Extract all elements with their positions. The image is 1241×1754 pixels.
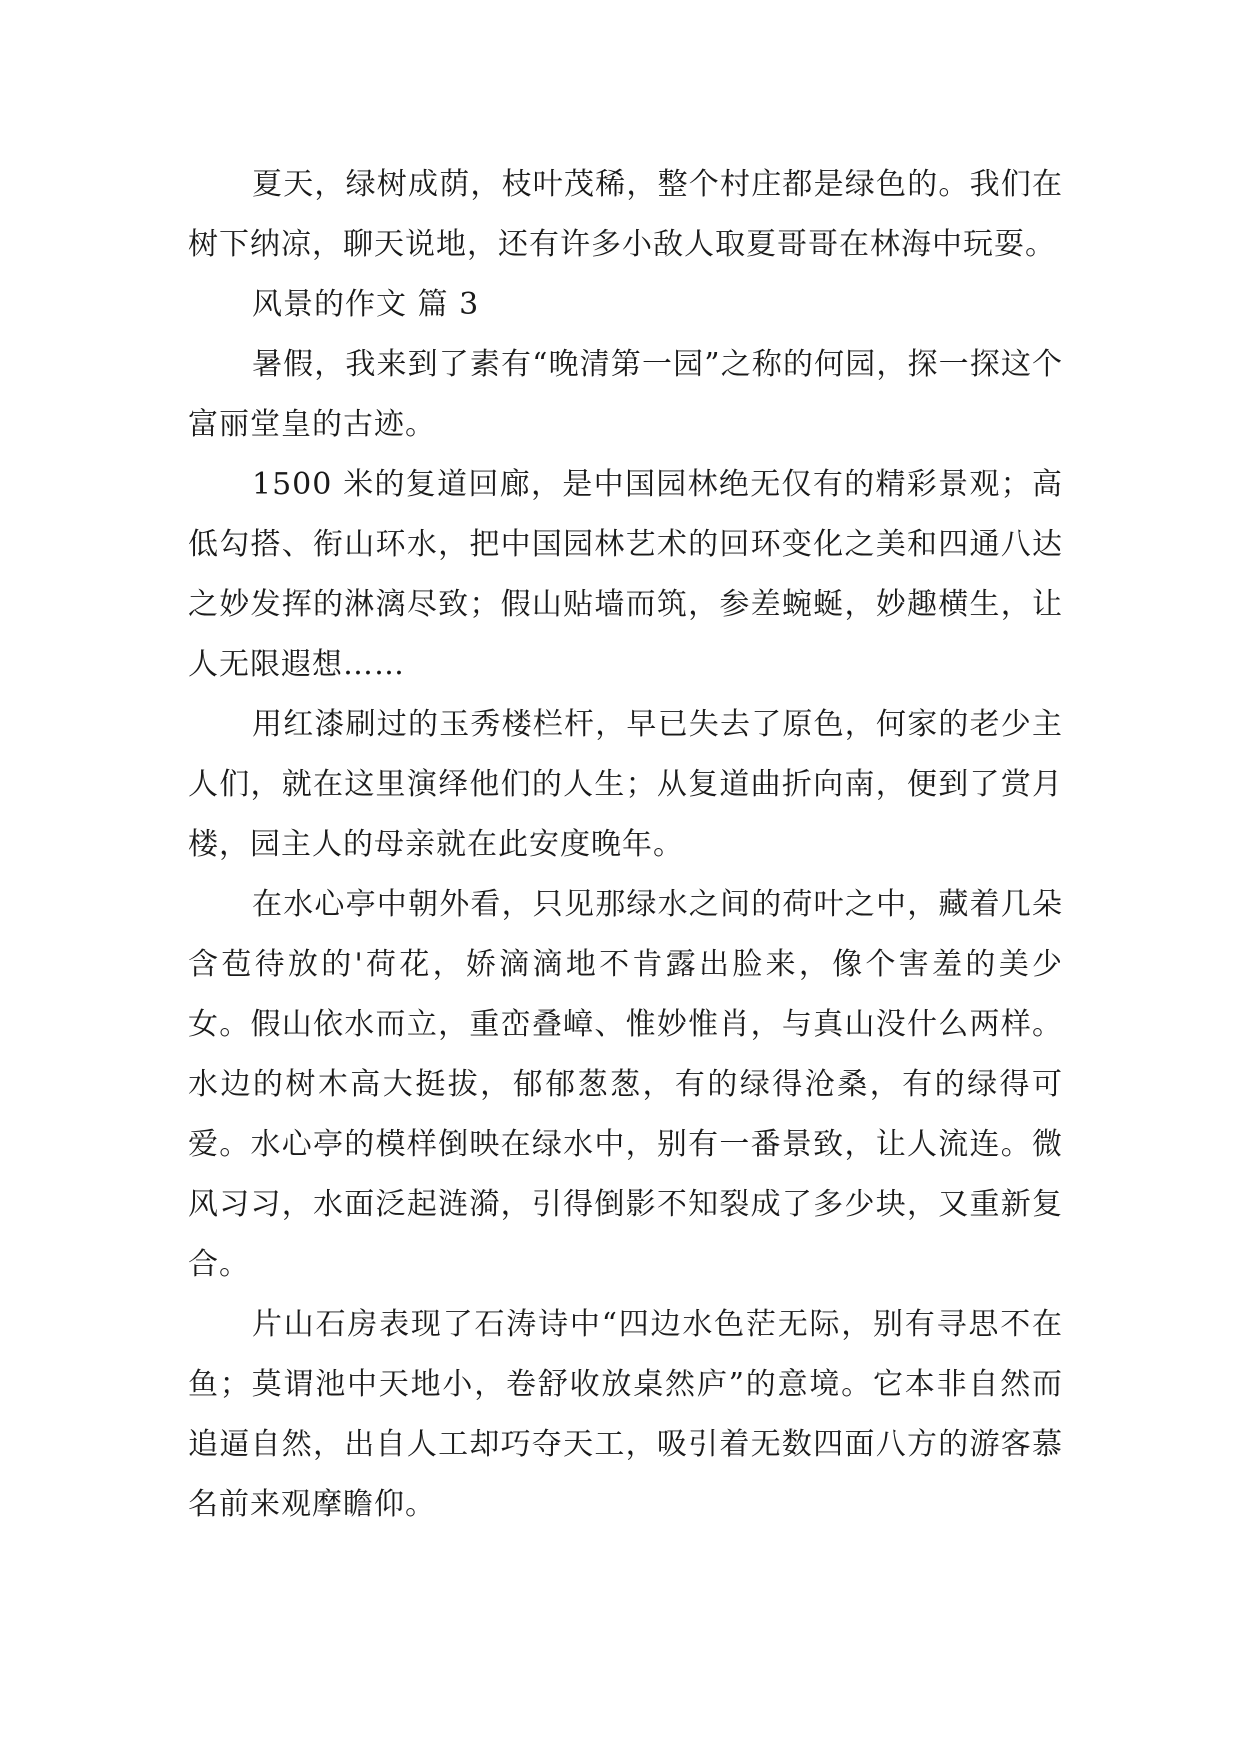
paragraph-water-pavilion: 在水心亭中朝外看，只见那绿水之间的荷叶之中，藏着几朵含苞待放的'荷花，娇滴滴地不肯露出脸来，像个害羞的美少女。假山依水而立，重峦叠嶂、惟妙惟肖，与真山没什么两样。水边的树木高大挺拔，郁郁葱葱，有的绿得沧桑，有的绿得可爱。水心亭的模样倒映在绿水中，别有一番景致，让人流连。微风习习，水面泛起涟漪，引得倒影不知裂成了多少块，又重新复合。 (188, 887, 1063, 1282)
paragraph-stone-house: 片山石房表现了石涛诗中“四边水色茫无际，别有寻思不在鱼；莫谓池中天地小，卷舒收放桌然庐”的意境。它本非自然而追逼自然，出自人工却巧夺天工，吸引着无数四面八方的游客慕名前来观摩瞻仰。 (188, 1307, 1063, 1522)
paragraph-corridor: 1500 米的复道回廊，是中国园林绝无仅有的精彩景观；高低勾搭、衔山环水，把中国园林艺术的回环变化之美和四通八达之妙发挥的淋漓尽致；假山贴墙而筑，参差蜿蜒，妙趣横生，让人无限遐想…… (188, 467, 1063, 682)
document-body (188, 155, 1063, 1535)
paragraph-yuxiu-tower: 用红漆刷过的玉秀楼栏杆，早已失去了原色，何家的老少主人们，就在这里演绎他们的人生；从复道曲折向南，便到了赏月楼，园主人的母亲就在此安度晚年。 (188, 707, 1063, 862)
paragraph-summer-vacation: 暑假，我来到了素有“晚清第一园”之称的何园，探一探这个富丽堂皇的古迹。 (188, 347, 1063, 442)
paragraph-summer: 夏天，绿树成荫，枝叶茂稀，整个村庄都是绿色的。我们在树下纳凉，聊天说地，还有许多小敌人取夏哥哥在林海中玩耍。 (188, 167, 1063, 262)
section-heading: 风景的作文 篇 3 (252, 287, 480, 322)
